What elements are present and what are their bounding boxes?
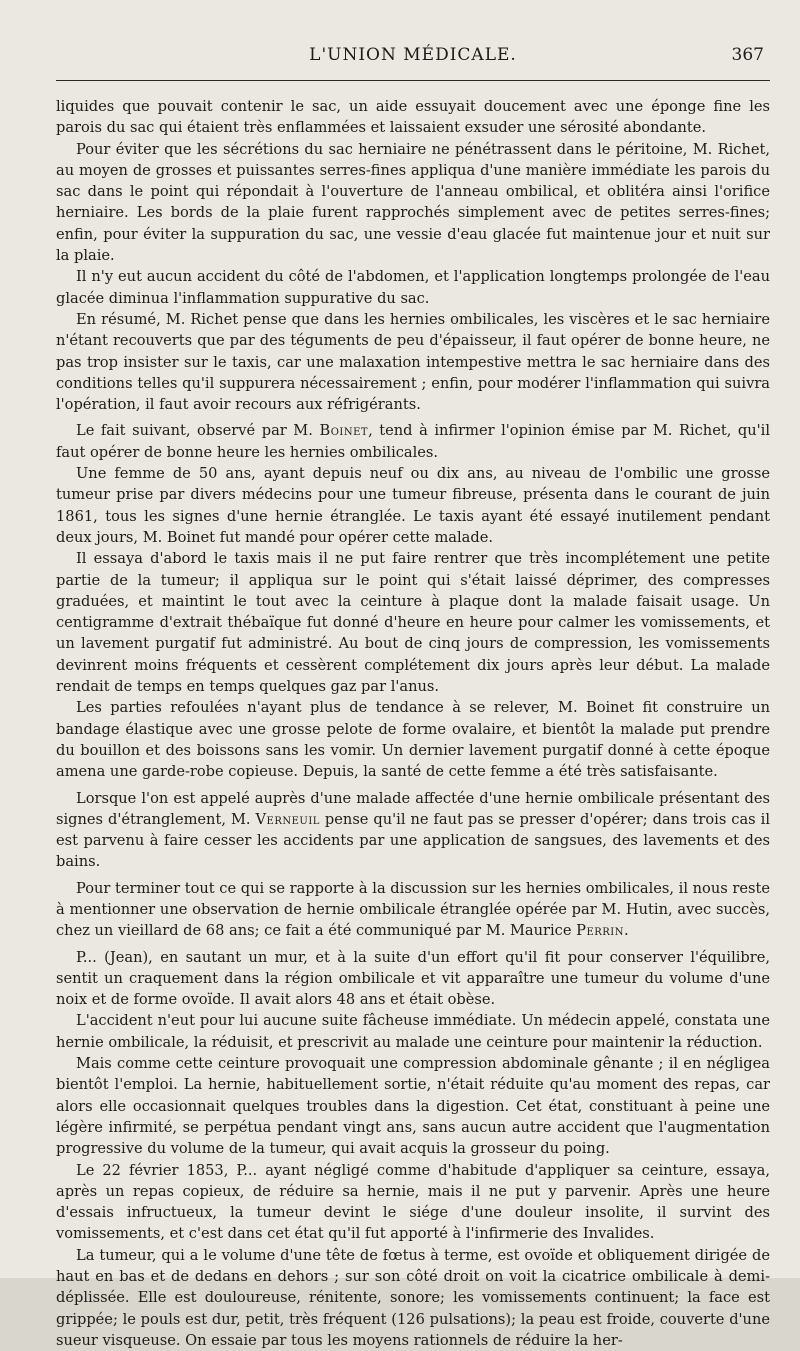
paragraph-text: Le fait suivant, observé par M. (76, 422, 320, 440)
page-header (56, 0, 770, 70)
paragraph: Une femme de 50 ans, ayant depuis neuf ou dix ans, au niveau de l'ombilic une grosse tumeur prise par divers médecins pour une tumeur fibreuse, présenta dans le courant de juin 1861, tous les signes d'une hernie étranglée. Le taxis ayant été essayé inutilement pendant deux jours, M. Boinet fut mandé pour opérer cette malade. (56, 465, 770, 546)
body-text (56, 96, 770, 1351)
page-number: 367 (731, 45, 764, 65)
paragraph: liquides que pouvait contenir le sac, un aide essuyait doucement avec une éponge fine les parois du sac qui étaient très enflammées et laissaient exsuder une sérosité abondante. (56, 98, 770, 137)
paragraph: Le 22 février 1853, P... ayant négligé comme d'habitude d'appliquer sa ceinture, essaya, après un repas copieux, de réduire sa hernie, mais il ne put y parvenir. Après une heure d'essais infructueux, la tumeur devint le siége d'une douleur insolite, il survint des vomissements, et c'est dans cet état qu'il fut apporté à l'infirmerie des Invalides. (56, 1161, 770, 1243)
paragraph: Les parties refoulées n'ayant plus de tendance à se relever, M. Boinet fit construire un bandage élastique avec une grosse pelote de forme ovalaire, et bientôt la malade put prendre du bouillon et des boissons sans les vomir. Un dernier lavement purgatif donné à cette époque amena une garde-robe copieuse. Depuis, la santé de cette femme a été très satisfaisante. (56, 699, 770, 781)
paragraph (56, 878, 770, 942)
paragraph: Mais comme cette ceinture provoquait une compression abdominale gênante ; il en négligea bientôt l'emploi. La hernie, habituellement sortie, n'était réduite qu'au moment des repas, car alors elle occasionnait quelques troubles dans la digestion. Cet état, constituant à peine une légère infirmité, se perpétua pendant vingt ans, sans aucun autre accident que l'augmentation progressive du volume de la tumeur, qui avait acquis la grosseur du poing. (56, 1055, 770, 1158)
author-name: Verneuil (255, 810, 320, 828)
paragraph: La tumeur, qui a le volume d'une tête de fœtus à terme, est ovoïde et obliquement dirigée de haut en bas et de dedans en dehors ; sur son côté droit on voit la cicatrice ombilicale à demi-déplissée. Elle est douloureuse, rénitente, sonore; les vomissements continuent; la face est grippée; le pouls est dur, petit, très fréquent (126 pulsations); la peau est froide, couverte d'une sueur visqueuse. On essaie par tous les moyens rationnels de réduire la her- (56, 1246, 770, 1349)
author-name: Perrin (576, 922, 625, 940)
paragraph-text: pense qu'il ne faut pas se presser d'opérer; dans trois cas il est parvenu à faire cesser les accidents par une application de sangsues, des lavements et des bains. (56, 810, 770, 871)
paragraph: En résumé, M. Richet pense que dans les hernies ombilicales, les viscères et le sac herniaire n'étant recouverts que par des téguments de peu d'épaisseur, il faut opérer de bonne heure, ne pas trop insister sur le taxis, car une malaxation intempestive mettra le sac herniaire dans des conditions telles qu'il suppurera nécessairement ; enfin, pour modérer l'inflammation qui suivra l'opération, il faut avoir recours aux réfrigérants. (56, 310, 770, 414)
paragraph: Il essaya d'abord le taxis mais il ne put faire rentrer que très incomplétement une petite partie de la tumeur; il appliqua sur le point qui s'était laissé déprimer, des compresses graduées, et maintint le tout avec la ceinture à plaque dont la malade faisait usage. Un centigramme d'extrait thébaïque fut donné d'heure en heure pour calmer les vomissements, et un lavement purgatif fut administré. Au bout de cinq jours de compression, les vomissements devinrent moins fréquents et cessèrent complétement dix jours après leur début. La malade rendait de temps en temps quelques gaz par l'anus. (56, 550, 770, 696)
paragraph: Pour éviter que les sécrétions du sac herniaire ne pénétrassent dans le péritoine, M. Richet, au moyen de grosses et puissantes serres-fines appliqua d'une manière immédiate les parois du sac dans le point qui répondait à l'ouverture de l'anneau ombilical, et oblitéra ainsi l'orifice herniaire. Les bords de la plaie furent rapprochés simplement avec de petites serres-fines; enfin, pour éviter la suppuration du sac, une vessie d'eau glacée fut maintenue jour et nuit sur la plaie. (56, 140, 770, 265)
author-name: Boinet (319, 422, 369, 440)
header-rule (56, 80, 770, 81)
paragraph-text: Pour terminer tout ce qui se rapporte à la discussion sur les hernies ombilicales, il nous reste à mentionner une observation de hernie ombilicale étranglée opérée par M. Hutin, avec succès, chez un vieillard de 68 ans; ce fait a été communiqué par M. Maurice (56, 879, 770, 940)
paragraph-text: Lorsque l'on est appelé auprès d'une malade affectée d'une hernie ombilicale présentant des signes d'étranglement, M. (56, 789, 770, 828)
paragraph-text: , tend à infirmer l'opinion émise par M. Richet, qu'il faut opérer de bonne heure les hernies ombilicales. (56, 422, 770, 461)
paragraph (56, 788, 770, 873)
paragraph (56, 420, 770, 463)
paragraph-text: . (624, 922, 629, 940)
paragraph: Il n'y eut aucun accident du côté de l'abdomen, et l'application longtemps prolongée de l'eau glacée diminua l'inflammation suppurative du sac. (56, 268, 770, 307)
paragraph: P... (Jean), en sautant un mur, et à la suite d'un effort qu'il fit pour conserver l'équilibre, sentit un craquement dans la région ombilicale et vit apparaître une tumeur du volume d'une noix et de forme ovoïde. Il avait alors 48 ans et était obèse. (56, 948, 770, 1009)
running-title: L'UNION MÉDICALE. (309, 45, 517, 65)
paragraph: L'accident n'eut pour lui aucune suite fâcheuse immédiate. Un médecin appelé, constata une hernie ombilicale, la réduisit, et prescrivit au malade une ceinture pour maintenir la réduction. (56, 1012, 770, 1051)
